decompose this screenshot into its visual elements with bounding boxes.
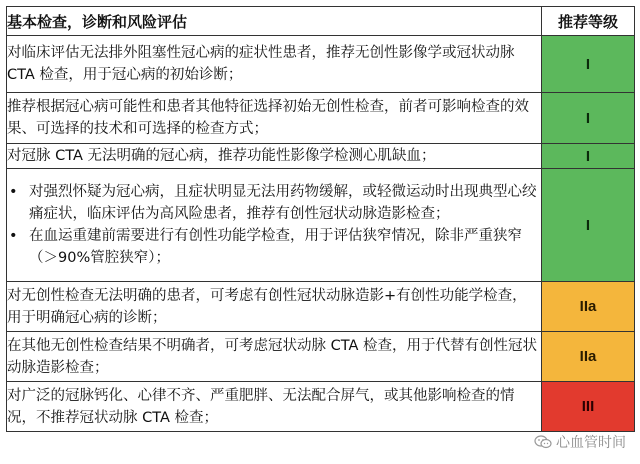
header-grade: 推荐等级 bbox=[542, 7, 635, 36]
grade-badge: I bbox=[542, 144, 635, 169]
table-row bbox=[7, 36, 635, 93]
table-row bbox=[7, 144, 635, 169]
bullet-dot-icon: • bbox=[9, 184, 18, 200]
row-text: 对广泛的冠脉钙化、心律不齐、严重肥胖、无法配合屏气，或其他影响检查的情况，不推荐冠状动脉 CTA 检查； bbox=[7, 382, 542, 432]
header-description: 基本检查，诊断和风险评估 bbox=[7, 7, 542, 36]
watermark bbox=[534, 432, 626, 452]
recommendation-table bbox=[6, 6, 635, 432]
grade-badge: IIa bbox=[542, 282, 635, 332]
row-text: 对无创性检查无法明确的患者，可考虑有创性冠状动脉造影+有创性功能学检查，用于明确冠心病的诊断； bbox=[7, 282, 542, 332]
bullet-text: 在血运重建前需要进行有创性功能学检查，用于评估狭窄情况，除非严重狭窄（＞90%管腔狭窄）； bbox=[29, 228, 522, 266]
grade-badge: IIa bbox=[542, 332, 635, 382]
row-text: 推荐根据冠心病可能性和患者其他特征选择初始无创性检查，前者可影响检查的效果、可选择的技术和可选择的检查方式； bbox=[7, 93, 542, 144]
grade-badge: I bbox=[542, 36, 635, 93]
row-bullets bbox=[7, 169, 542, 282]
bullet-dot-icon: • bbox=[9, 228, 18, 244]
row-text: 对冠脉 CTA 无法明确的冠心病，推荐功能性影像学检测心肌缺血； bbox=[7, 144, 542, 169]
table-row bbox=[7, 282, 635, 332]
table-header-row bbox=[7, 7, 635, 36]
wechat-icon bbox=[534, 435, 552, 449]
grade-badge: I bbox=[542, 169, 635, 282]
table-row bbox=[7, 93, 635, 144]
bullet-item bbox=[7, 225, 541, 269]
bullet-item bbox=[7, 181, 541, 225]
table-row bbox=[7, 382, 635, 432]
row-text: 对临床评估无法排外阻塞性冠心病的症状性患者，推荐无创性影像学或冠状动脉 CTA 检查，用于冠心病的初始诊断； bbox=[7, 36, 542, 93]
row-text: 在其他无创性检查结果不明确者，可考虑冠状动脉 CTA 检查，用于代替有创性冠状动脉造影检查； bbox=[7, 332, 542, 382]
watermark-text: 心血管时间 bbox=[556, 435, 626, 451]
grade-badge: III bbox=[542, 382, 635, 432]
table-row bbox=[7, 169, 635, 282]
table-row bbox=[7, 332, 635, 382]
bullet-list bbox=[7, 181, 541, 269]
bullet-text: 对强烈怀疑为冠心病，且症状明显无法用药物缓解，或轻微运动时出现典型心绞痛症状，临床评估为高风险患者，推荐有创性冠状动脉造影检查； bbox=[29, 184, 537, 222]
grade-badge: I bbox=[542, 93, 635, 144]
